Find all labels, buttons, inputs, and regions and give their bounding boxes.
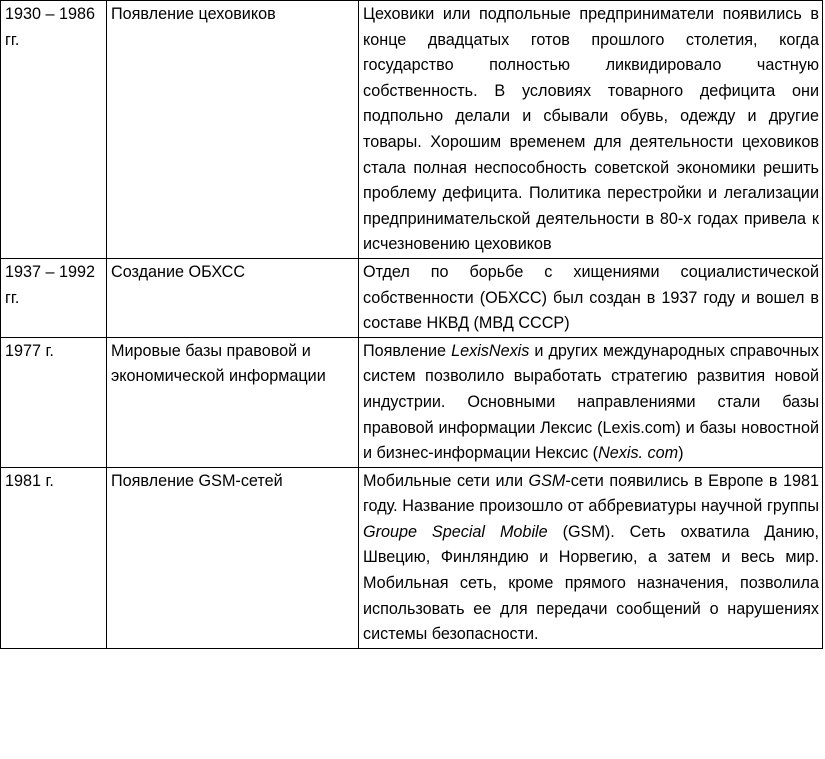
description-run: и других международных справочных систем позволило выработать стратегию развития новой индустрии. Основными направлениями стали базы правовой информации Лексис (Lexis.com) и базы новостной и бизнес-информации Нексис ( (363, 341, 819, 463)
description-cell (359, 467, 823, 648)
table-row (1, 337, 823, 467)
description-run: Отдел по борьбе с хищениями социалистической собственности (ОБХСС) был создан в 1937 году и вошел в составе НКВД (МВД СССР) (363, 262, 819, 333)
timeline-table-body (1, 1, 823, 649)
date-cell: 1981 г. (1, 467, 107, 648)
event-cell: Появление GSM-сетей (107, 467, 359, 648)
description-run: (GSM). Сеть охватила Данию, Швецию, Финляндию и Норвегию, а затем и весь мир. Мобильная сеть, кроме прямого назначения, позволила использовать ее для передачи сообщений о нарушениях системы безопасности. (363, 522, 819, 644)
description-italic-run: Groupe Special Mobile (363, 522, 548, 541)
description-run: Цеховики или подпольные предприниматели появились в конце двадцатых готов прошлого столетия, когда государство полностью ликвидировало частную собственность. В условиях товарного дефицита они подпольно делали и сбывали обувь, одежду и другие товары. Хорошим временем для деятельности цеховиков стала полная неспособность советской экономики решить проблему дефицита. Политика перестройки и легализации предпринимательской деятельности в 80-х годах привела к исчезновению цеховиков (363, 5, 819, 254)
description-cell (359, 258, 823, 337)
description-run: Мобильные сети или (363, 471, 529, 490)
date-cell: 1937 – 1992 гг. (1, 258, 107, 337)
date-cell: 1930 – 1986 гг. (1, 1, 107, 259)
description-run: -сети появились в Европе в 1981 году. Название произошло от аббревиатуры научной группы (363, 471, 819, 516)
description-cell (359, 337, 823, 467)
description-text (363, 472, 819, 644)
event-cell: Мировые базы правовой и экономической информации (107, 337, 359, 467)
description-italic-run: LexisNexis (451, 341, 530, 360)
date-cell: 1977 г. (1, 337, 107, 467)
table-row (1, 1, 823, 259)
table-row (1, 258, 823, 337)
description-italic-run: GSM (528, 471, 566, 490)
description-run: Появление (363, 341, 452, 360)
table-row (1, 467, 823, 648)
description-cell (359, 1, 823, 259)
event-cell: Создание ОБХСС (107, 258, 359, 337)
description-italic-run: Nexis. com (598, 444, 679, 463)
description-text (363, 342, 819, 462)
description-text (363, 5, 819, 253)
description-text (363, 263, 819, 332)
description-run: ) (678, 444, 684, 463)
event-cell: Появление цеховиков (107, 1, 359, 259)
